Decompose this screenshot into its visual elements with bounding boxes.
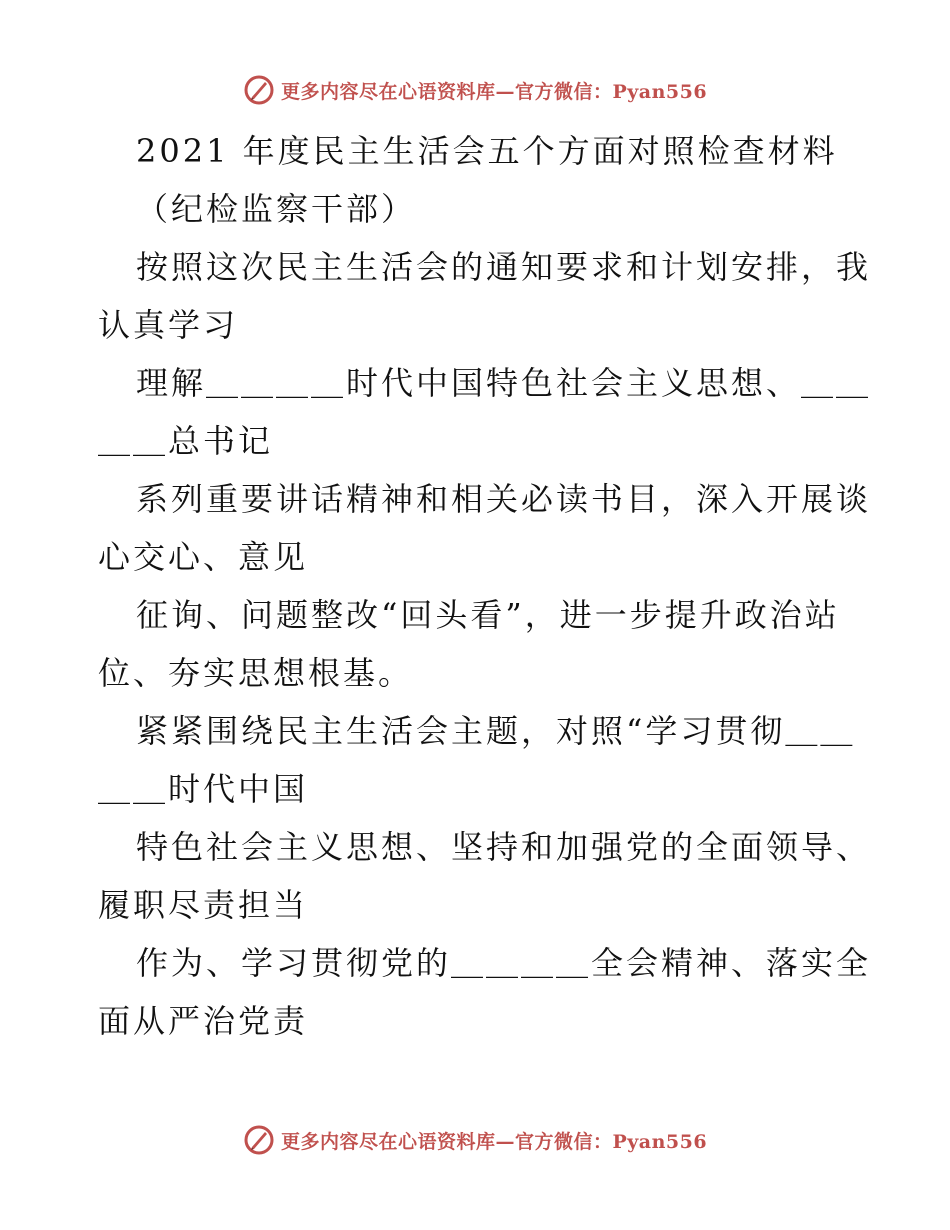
paragraph-line: 认真学习: [98, 306, 239, 344]
paragraph-line: 履职尽责担当: [98, 886, 309, 924]
paragraph-line: 按照这次民主生活会的通知要求和计划安排，我: [136, 248, 872, 286]
document-title: 2021 年度民主生活会五个方面对照检查材料: [136, 132, 838, 170]
paragraph-line: 理解＿＿＿＿时代中国特色社会主义思想、＿＿: [136, 364, 872, 402]
paragraph-line: 紧紧围绕民主生活会主题，对照“学习贯彻＿＿: [136, 712, 856, 750]
watermark-text: 更多内容尽在心语资料库—官方微信：Pyan556: [280, 1130, 708, 1153]
footer-watermark: [0, 1120, 950, 1160]
header-watermark: [0, 70, 950, 110]
quill-logo-icon: [243, 1124, 275, 1156]
document-body: [98, 122, 872, 1050]
paragraph-line: ＿＿总书记: [98, 422, 274, 460]
paragraph-line: 作为、学习贯彻党的＿＿＿＿全会精神、落实全: [136, 944, 872, 982]
paragraph-line: 系列重要讲话精神和相关必读书目，深入开展谈: [136, 480, 872, 518]
paragraph-line: 心交心、意见: [98, 538, 309, 576]
watermark-text: 更多内容尽在心语资料库—官方微信：Pyan556: [280, 80, 708, 103]
paragraph-line: 征询、问题整改“回头看”，进一步提升政治站: [136, 596, 840, 634]
paragraph-line: 位、夯实思想根基。: [98, 654, 414, 692]
paragraph-line: ＿＿时代中国: [98, 770, 309, 808]
document-subtitle: （纪检监察干部）: [136, 190, 417, 228]
paragraph-line: 特色社会主义思想、坚持和加强党的全面领导、: [136, 828, 872, 866]
paragraph-line: 面从严治党责: [98, 1002, 309, 1040]
quill-logo-icon: [243, 74, 275, 106]
